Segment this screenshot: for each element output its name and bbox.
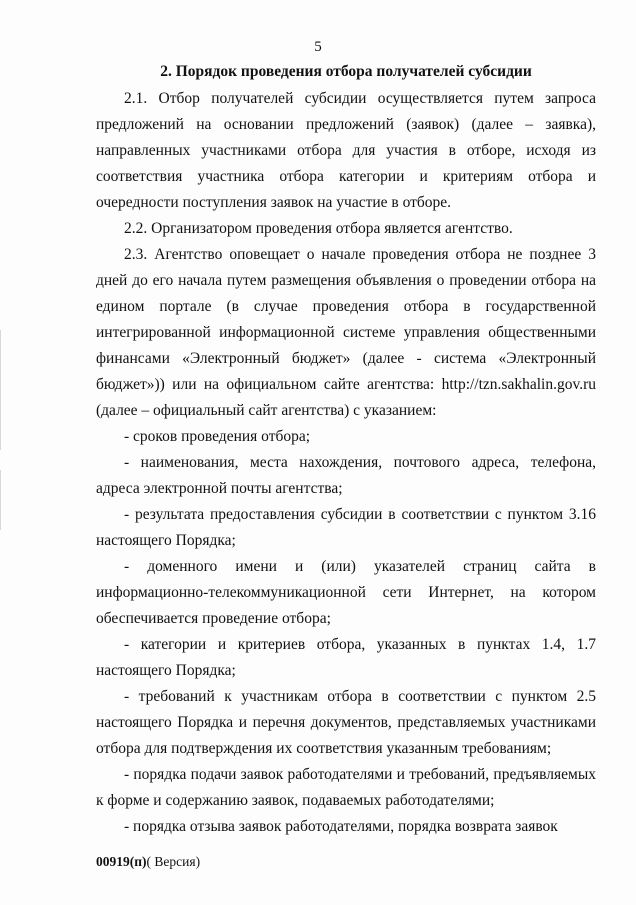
paragraph: 2.2. Организатором проведения отбора является агентство. [124, 220, 513, 237]
document-version: ( Версия) [146, 854, 201, 869]
page-number: 5 [314, 39, 322, 55]
scan-edge-mark [0, 470, 1, 530]
list-item: - доменного имени и (или) указателей страниц сайта в информационно-телекоммуникационной сети Интернет, на котором обеспечивается проведение отбора; [96, 558, 596, 627]
list-item: - результата предоставления субсидии в соответствии с пунктом 3.16 настоящего Порядка; [96, 506, 596, 549]
list-item: - порядка подачи заявок работодателями и требований, предъявляемых к форме и содержанию заявок, подаваемых работодателями; [96, 766, 596, 809]
list-item: - категории и критериев отбора, указанных в пунктах 1.4, 1.7 настоящего Порядка; [96, 636, 596, 679]
list-item: - требований к участникам отбора в соответствии с пунктом 2.5 настоящего Порядка и перечня документов, представляемых участниками отбора для подтверждения их соответствия указанным требованиям; [96, 688, 596, 757]
scan-edge-mark [0, 330, 1, 450]
document-body [96, 86, 596, 840]
document-footer [96, 853, 200, 871]
list-item: - порядка отзыва заявок работодателями, порядка возврата заявок [124, 818, 558, 835]
paragraph: 2.1. Отбор получателей субсидии осуществляется путем запроса предложений на основании предложений (заявок) (далее – заявка), направленных участниками отбора для участия в отборе, исходя из соответствия участника отбора категории и критериям отбора и очередности поступления заявок на участие в отборе. [96, 90, 596, 211]
list-item: - сроков проведения отбора; [124, 428, 311, 445]
list-item: - наименования, места нахождения, почтового адреса, телефона, адреса электронной почты агентства; [96, 454, 596, 497]
paragraph: 2.3. Агентство оповещает о начале проведения отбора не позднее 3 дней до его начала путем размещения объявления о проведении отбора на едином портале (в случае проведения отбора в государственной интегрированной информационной системе управления общественными финансами «Электронный бюджет» (далее - система «Электронный бюджет»)) или на официальном сайте агентства: http://tzn.sakhalin.gov.ru (далее – официальный сайт агентства) с указанием: [96, 246, 596, 419]
document-code: 00919(п) [96, 854, 147, 869]
section-heading: 2. Порядок проведения отбора получателей субсидии [160, 63, 532, 80]
